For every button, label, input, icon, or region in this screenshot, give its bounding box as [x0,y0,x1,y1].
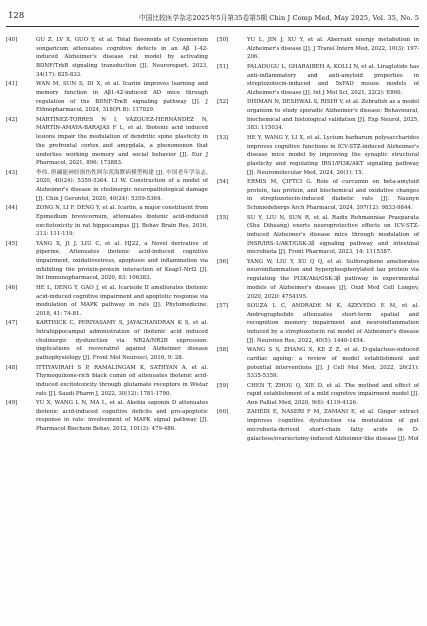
reference-number: [42] [6,116,18,123]
reference-item [6,284,208,319]
reference-number: [40] [6,37,18,43]
reference-text: SOUZA L C, ANDRADE M K, AZEVEDO E M, et al. Andrographolide attenuates short-term spatial and recognition memory impairment and neuroinflammation induced by a streptozotocin rat model of Alzheimer's disease [J]. Neurotox Res, 2022, 40(5): 1440-1454. [247,302,419,344]
reference-text: HE L, DENG Y, GAO J, et al. Icariside II ameliorates ibotenic acid-induced cognitive impairment and apoptotic response via modulation of MAPK pathway in rats [J]. Phytomedicine, 2018, 41: 74-81. [36,284,208,317]
reference-number: [55] [217,214,229,221]
reference-text: ERMIS M, ÇIFTCI G. Role of curcumin on beta-amyloid protein, tau protein, and biochemical and oxidative changes in streptozotocin-induced diabetic rats [J]. Naunyn Schmiedebergs Arch Pharmacol, 2024, 397(12): 9833-9844. [247,179,419,212]
reference-item [6,399,208,434]
reference-item [6,169,208,204]
reference-item [217,178,419,213]
reference-text: CHEN T, ZHOU Q, XIE D, et al. The method and effect of rapid establishment of a mild cognitive impairment model [J]. Ann Palliat Med, 2020, 9(6): 4119-4126. [247,382,419,407]
journal-citation-line: 中国比较医学杂志2025年5月第35卷第5期 Chin J Comp Med, May 2025, Vol. 35, No. 5 [139,14,419,22]
reference-item [6,240,208,284]
reference-column-left [6,36,208,622]
reference-number: [53] [217,134,229,141]
reference-number: [51] [217,63,229,70]
reference-number: [60] [217,409,229,416]
reference-item [6,319,208,363]
reference-number: [54] [217,179,229,185]
reference-number: [56] [217,258,229,265]
reference-number: [44] [6,205,18,212]
reference-item [6,80,208,115]
reference-text: 李伟. 胆碱能神经损伤性阿尔茨海默病模型构建 [J]. 中国老年学杂志, 2020, 40(24): 5359-5364. LI W. Construction of a model of Alzheimer's disease in cholinergic neuropathological damage [J]. Chin J Gerontol, 2020, 40(24): 5359-5364. [36,169,208,202]
reference-text: HE Y, WANG Y, LI X, et al. Lycium barbarum polysaccharides improves cognitive functions in ICV-STZ-induced Alzheimer's disease mice model by improving the synaptic structural plasticity and regulating IRS1/PI3K/AKT signaling pathway [J]. Neuromolecular Med, 2024, 26(1): 15. [247,134,419,176]
reference-text: YU L, JIN J, XU Y, et al. Aberrant energy metabolism in Alzheimer's disease [J]. J Transl Intern Med, 2022, 10(3): 197-206. [247,37,419,61]
reference-number: [49] [6,400,18,407]
reference-item [217,258,419,302]
reference-number: [52] [217,99,229,106]
running-header [6,4,419,27]
reference-text: YANG W, LIU Y, XU Q Q, et al. Sulforaphene ameliorates neuroinflammation and hyperphosphorylated tau protein via regulating the PI3K/Akt/GSK-3β pathway in experimental models of Alzheimer's disease [J]. Oxid Med Cell Longev, 2020, 2020: 4754195. [247,258,419,300]
reference-number: [41] [6,81,18,88]
reference-item [217,214,419,258]
reference-item [6,204,208,239]
reference-text: ZONG N, LI F, DENG Y, et al. Icariin, a major constituent from Epimedium brevicornum, attenuates ibotenic acid-induced excitotoxicity in rat hippocampus [J]. Behav Brain Res, 2016, 313: 111-119. [36,205,208,238]
reference-item [217,382,419,408]
reference-number: [45] [6,240,18,247]
reference-item [217,36,419,62]
reference-number: [43] [6,169,18,176]
reference-text: WAN M, SUN S, DI X, et al. Icariin improves learning and memory function in Aβ1-42-induced AD mice through regulation of the BDNF-TrκB signaling pathway [J]. J Ethnopharmacol, 2024, 318(Pt B): 117029. [36,81,208,114]
reference-number: [48] [6,364,18,371]
reference-columns [6,36,419,622]
reference-text: ITTIYAVIRAH S P, RAMALINGAM K, SATHYAN A, et al. Thymoquinone-rich black cumin oil attenuates ibotenic acid-induced excitotoxicity through glutamate receptors in Wistar rats [J]. Saudi Pharm J, 2022, 30(12): 1781-1790. [36,364,208,397]
reference-item [217,134,419,178]
reference-column-right [217,36,419,622]
reference-item [6,116,208,168]
reference-item [6,364,208,399]
reference-item [6,36,208,80]
reference-item [217,302,419,346]
reference-text: PALADUGU L, GHARAIBEH A, KOLLI N, et al. Liraglutide has anti-inflammatory and anti-amyloid properties in streptozotocin-induced and 5xFAD mouse models of Alzheimer's disease [J]. Int J Mol Sci, 2021, 22(2): E860. [247,63,419,96]
reference-number: [58] [217,347,229,354]
reference-number: [47] [6,320,18,327]
page-number: 128 [8,11,25,21]
reference-number: [46] [6,284,18,291]
reference-text: DHIMAN N, DESHWAL S, RISHI V, et al. Zebrafish as a model organism to study sporadic Alzheimer's disease: Behavioural, biochemical and histological validation [J]. Exp Neurol, 2025, 383: 115034. [247,99,419,132]
reference-text: YANG X, JI J, LIU C, et al. HJ22, a Novel derivative of piperine, Attenuates ibotenic acid-induced cognitive impairment, oxidativestress, apoptosis and inflammation via inhibiting the protein-protein interaction of Keap1-Nrf2 [J]. Int Immunopharmacol, 2020, 83: 106383. [36,240,208,282]
reference-text: GU Z, LV X, GUO Y, et al. Total flavonoids of Cynomorium songaricum attenuates cognitive defects in an Aβ 1-42-induced Alzheimer's disease rat model by activating BDNF/TrkB signaling transduction [J]. Neuroreport, 2023, 34(17): 825-833. [36,37,208,78]
reference-item [217,346,419,381]
reference-number: [59] [217,382,229,389]
reference-item [217,408,419,443]
reference-text: MARTÍNEZ-TORRES N I, VÁZQUEZ-HERNÁNDEZ N, MARTÍN-AMAYA-BARAJAS F L, et al. Ibotenic acid induced lesions impair the modulation of dendritic spine plasticity in the prefrontal cortex and amygdala, a phenomenon that underlies working memory and social behavior [J]. Eur J Pharmacol, 2021, 896: 173883. [36,116,208,167]
reference-text: KARTHICK C, PERIYASAMY S, JAYACHANDRAN K S, et al. Intrahippocampal administration of ibotenic acid induced cholinergic dysfunction via NR2A/NR2B expression: implications of resveratrol against Alzheimer disease pathophysiology [J]. Front Mol Neurosci, 2016, 9: 28. [36,320,208,362]
reference-item [217,63,419,98]
reference-text: SU Y, LIU N, SUN R, et al. Radix Rehmanniae Praeparata (Shu Dihuang) exerts neuroprotective effects on ICV-STZ-induced Alzheimer's disease mice through modulation of INSR/IRS-1/AKT/GSK-3β signaling pathway and intestinal microbiota [J]. Front Pharmacol, 2023, 14: 1115387. [247,214,419,256]
reference-text: WANG S S, ZHANG X, KE Z Z, et al. D-galactose-induced cardiac ageing: a review of model establishment and potential interventions [J]. J Cell Mol Med, 2022, 26(21): 5335-5359. [247,347,419,380]
reference-number: [50] [217,37,229,43]
reference-item [217,98,419,133]
reference-number: [57] [217,302,229,309]
reference-text: YU X, WANG L N, MA L, et al. Akebia saponin D attenuates ibotenic acid-induced cognitive deficits and pro-apoptotic response in rats: involvement of MAPK signal pathway [J]. Pharmacol Biochem Behav, 2012, 101(3): 479-486. [36,400,208,433]
reference-text: ZAHEDI E, NASERI F M, ZAMANI E, et al. Ginger extract improves cognitive dysfunction via modulation of gut microbiota-derived short-chain fatty acids in D-galactose/ovariectomy-induced Alzheimer-like disease [J]. Mol [247,409,419,442]
